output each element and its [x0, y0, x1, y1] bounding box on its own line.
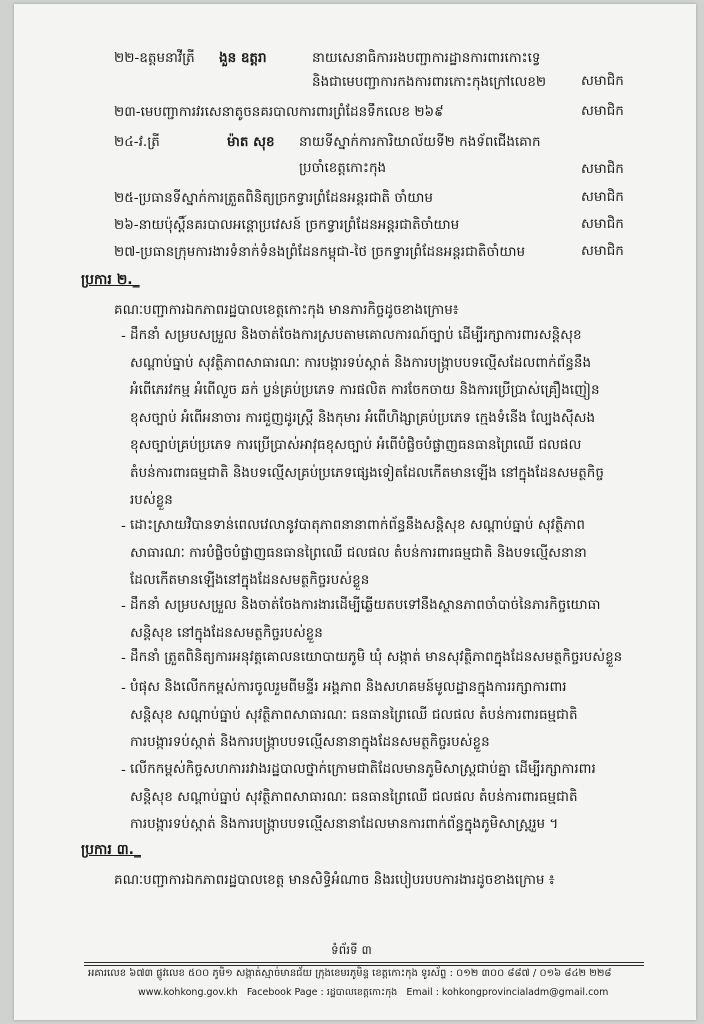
member-22-role-line2: និងជាមេបញ្ជាការកងការពារកោះកុងក្រៅលេខ២ [312, 74, 547, 90]
footer-address: អគារលេខ ៦៧៣ ផ្លូវលេខ ៥០០ ភូមិ១ សង្កាត់ស្មាច់មានជ័យ ក្រុងខេមរភូមិន្ទ ខេត្តកោះកុង ទូរស័ព្ទ : ០១២ ៣០០ ៨៨៧ / ០១៦ ៨៤២ ២២៨ [88, 968, 612, 979]
document-page [14, 4, 696, 1020]
bullet-dash: - [121, 598, 126, 614]
member-22-role-line1: នាយសេនាធិការរងបញ្ជាការដ្ឋានការពារកោះទ្វេ [312, 50, 541, 66]
bullet-6-line: ការបង្ការទប់ស្កាត់ និងការបង្ក្រាបបទល្មើសនានាដែលមានការពាក់ព័ន្ធក្នុងភូមិសាស្ត្ររួម ។ [130, 816, 559, 832]
bullet-3-line: សន្តិសុខ នៅក្នុងដែនសមត្ថកិច្ចរបស់ខ្លួន [130, 624, 323, 641]
footer-website[interactable]: www.kohkong.gov.kh [138, 987, 238, 998]
article-3-heading: ប្រការ ៣._ [81, 842, 141, 858]
member-27-label: សមាជិក [581, 243, 624, 259]
bullet-dash: - [121, 328, 126, 344]
bullet-2-line: ដែលកើតមានឡើងនៅក្នុងដែនសមត្ថកិច្ចរបស់ខ្លួន [130, 572, 370, 588]
bullet-5-line: សន្តិសុខ សណ្តាប់ធ្នាប់ សុវត្ថិភាពសាធារណៈ ធនធានព្រៃឈើ ជលផល តំបន់ការពារធម្មជាតិ [130, 706, 578, 723]
bullet-1-line: របស់ខ្លួន [130, 492, 173, 508]
bullet-1-line: ខុសច្បាប់ អំពើអនាចារ ការជួញដូរស្ត្រី និងកុមារ អំពើហិង្សាគ្រប់ប្រភេទ ក្មេងទំនើង ល្បែងស៊ីសង [130, 409, 596, 426]
member-24-role-line1: នាយទីស្នាក់ការការិយាល័យទី២ កងទ័ពជើងគោក [299, 134, 541, 150]
article-2-intro: គណៈបញ្ជាការឯកភាពរដ្ឋបាលខេត្តកោះកុង មានភារកិច្ចដូចខាងក្រោម៖ [114, 302, 459, 318]
member-22-name: ងួន ឧត្តរា [219, 50, 267, 66]
member-25-lead: ២៥-ប្រធានទីស្នាក់ការត្រួតពិនិត្យច្រកទ្វារព្រំដែនអន្តរជាតិ ចាំយាម [114, 190, 433, 206]
page-number: ទំព័រទី ៣ [331, 943, 372, 957]
member-26-label: សមាជិក [581, 216, 624, 232]
bullet-dash: - [121, 680, 126, 696]
bullet-1-line: អំពើភេរវកម្ម អំពើលួច ឆក់ ប្លន់គ្រប់ប្រភេទ ការផលិត ការចែកចាយ និងការប្រើប្រាស់គ្រឿងញៀន [130, 382, 600, 398]
article-2-bullet-1 [130, 322, 680, 515]
bullet-dash: - [121, 518, 126, 534]
footer-links [138, 986, 608, 1000]
bullet-5-line: ការបង្ការទប់ស្កាត់ និងការបង្ក្រាបបទល្មើសនានាក្នុងដែនសមត្ថកិច្ចរបស់ខ្លួន [130, 734, 490, 750]
member-24-role-line2: ប្រចាំខេត្តកោះកុង [299, 160, 387, 176]
bullet-6-line: សន្តិសុខ សណ្តាប់ធ្នាប់ សុវត្ថិភាពសាធារណៈ ធនធានព្រៃឈើ ជលផល តំបន់ការពារធម្មជាតិ [130, 788, 578, 805]
article-2-bullet-5 [130, 674, 680, 757]
bullet-1-line: សណ្តាប់ធ្នាប់ សុវត្ថិភាពសាធារណៈ ការបង្ការទប់ស្កាត់ និងការបង្ក្រាបបទល្មើសដែលពាក់ព័ន្ធនឹង [130, 354, 592, 371]
article-2-heading: ប្រការ ២._ [81, 272, 140, 288]
article-3-intro: គណៈបញ្ជាការឯកភាពរដ្ឋបាលខេត្ត មានសិទ្ធិអំណាច និងរបៀបរបបការងារដូចខាងក្រោម ៖ [114, 872, 555, 888]
member-25-label: សមាជិក [581, 189, 624, 205]
member-26-lead: ២៦-នាយប៉ុស្តិ៍នគរបាលអន្តោប្រវេសន៍ ច្រកទ្វារព្រំដែនអន្តរជាតិចាំយាម [114, 217, 460, 233]
footer-facebook[interactable]: Facebook Page : រដ្ឋបាលខេត្តកោះកុង [246, 987, 398, 998]
article-2-bullet-2 [130, 512, 680, 595]
member-24-name: ម៉ាត សុខ [227, 134, 275, 150]
bullet-2-line: ដោះស្រាយវិបានទាន់ពេលវេលានូវបាតុភាពនានាពាក់ព័ន្ធនឹងសន្តិសុខ សណ្តាប់ធ្នាប់ សុវត្ថិភាព [130, 517, 585, 533]
member-24-label: សមាជិក [581, 161, 624, 177]
bullet-2-line: សាធារណៈ ការបំផ្លិចបំផ្លាញធនធានព្រៃឈើ ជលផល តំបន់ការពារធម្មជាតិ និងបទល្មើសនានា [130, 544, 587, 561]
member-23-label: សមាជិក [581, 103, 624, 119]
bullet-1-line: ដឹកនាំ សម្របសម្រួល និងចាត់ចែងការស្របតាមគោលការណ៍ច្បាប់ ដើម្បីរក្សាការពារសន្តិសុខ [130, 327, 582, 343]
member-22-lead: ២២-ឧត្តមនាវីត្រី [114, 50, 195, 66]
member-24-lead: ២៤-វ.ត្រី [114, 134, 160, 150]
bullet-6-line: លើកកម្ពស់កិច្ចសហការរវាងរដ្ឋបាលថ្នាក់ក្រោមជាតិដែលមានភូមិសាស្ត្រជាប់គ្នា ដើម្បីរក្សាការពារ [130, 761, 596, 777]
bullet-1-line: ខុសច្បាប់គ្រប់ប្រភេទ ការប្រើប្រាស់អាវុធខុសច្បាប់ អំពើបំផ្លិចបំផ្លាញធនធានព្រៃឈើ ជលផល [130, 437, 582, 453]
article-2-bullet-4 [130, 644, 680, 672]
footer-email[interactable]: Email : kohkongprovincialadm@gmail.com [406, 987, 609, 998]
bullet-dash: - [121, 650, 126, 666]
bullet-5-line: បំផុស និងលើកកម្ពស់ការចូលរួមពីមន្ទីរ អង្គភាព និងសហគមន៍មូលដ្ឋានក្នុងការរក្សាការពារ [130, 679, 567, 695]
article-2-bullet-3 [130, 592, 680, 647]
footer-rule [84, 962, 644, 963]
article-2-bullet-6 [130, 756, 680, 839]
bullet-1-line: តំបន់ការពារធម្មជាតិ និងបទល្មើសគ្រប់ប្រភេទផ្សេងទៀតដែលកើតមានឡើង នៅក្នុងដែនសមត្ថកិច្ច [130, 464, 604, 481]
member-22-label: សមាជិក [581, 73, 624, 89]
member-23-lead: ២៣-មេបញ្ជាការវរសេនាតូចនគរបាលការពារព្រំដែនទឹកលេខ ២៦៩ [114, 104, 444, 120]
member-27-lead: ២៧-ប្រធានក្រុមការងារទំនាក់ទំនងព្រំដែនកម្ពុជា-ថៃ ច្រកទ្វារព្រំដែនអន្តរជាតិចាំយាម [114, 244, 526, 260]
bullet-3-line: ដឹកនាំ សម្របសម្រួល និងចាត់ចែងការងារដើម្បីឆ្លើយតបទៅនឹងស្ថានភាពចាំបាច់នៃភារកិច្ចយោធា [130, 597, 601, 613]
bullet-4-line: ដឹកនាំ ត្រួតពិនិត្យការអនុវត្តគោលនយោបាយភូមិ ឃុំ សង្កាត់ មានសុវត្ថិភាពក្នុងដែនសមត្ថកិច្ចរបស់ខ្លួន [130, 649, 623, 665]
bullet-dash: - [121, 762, 126, 778]
